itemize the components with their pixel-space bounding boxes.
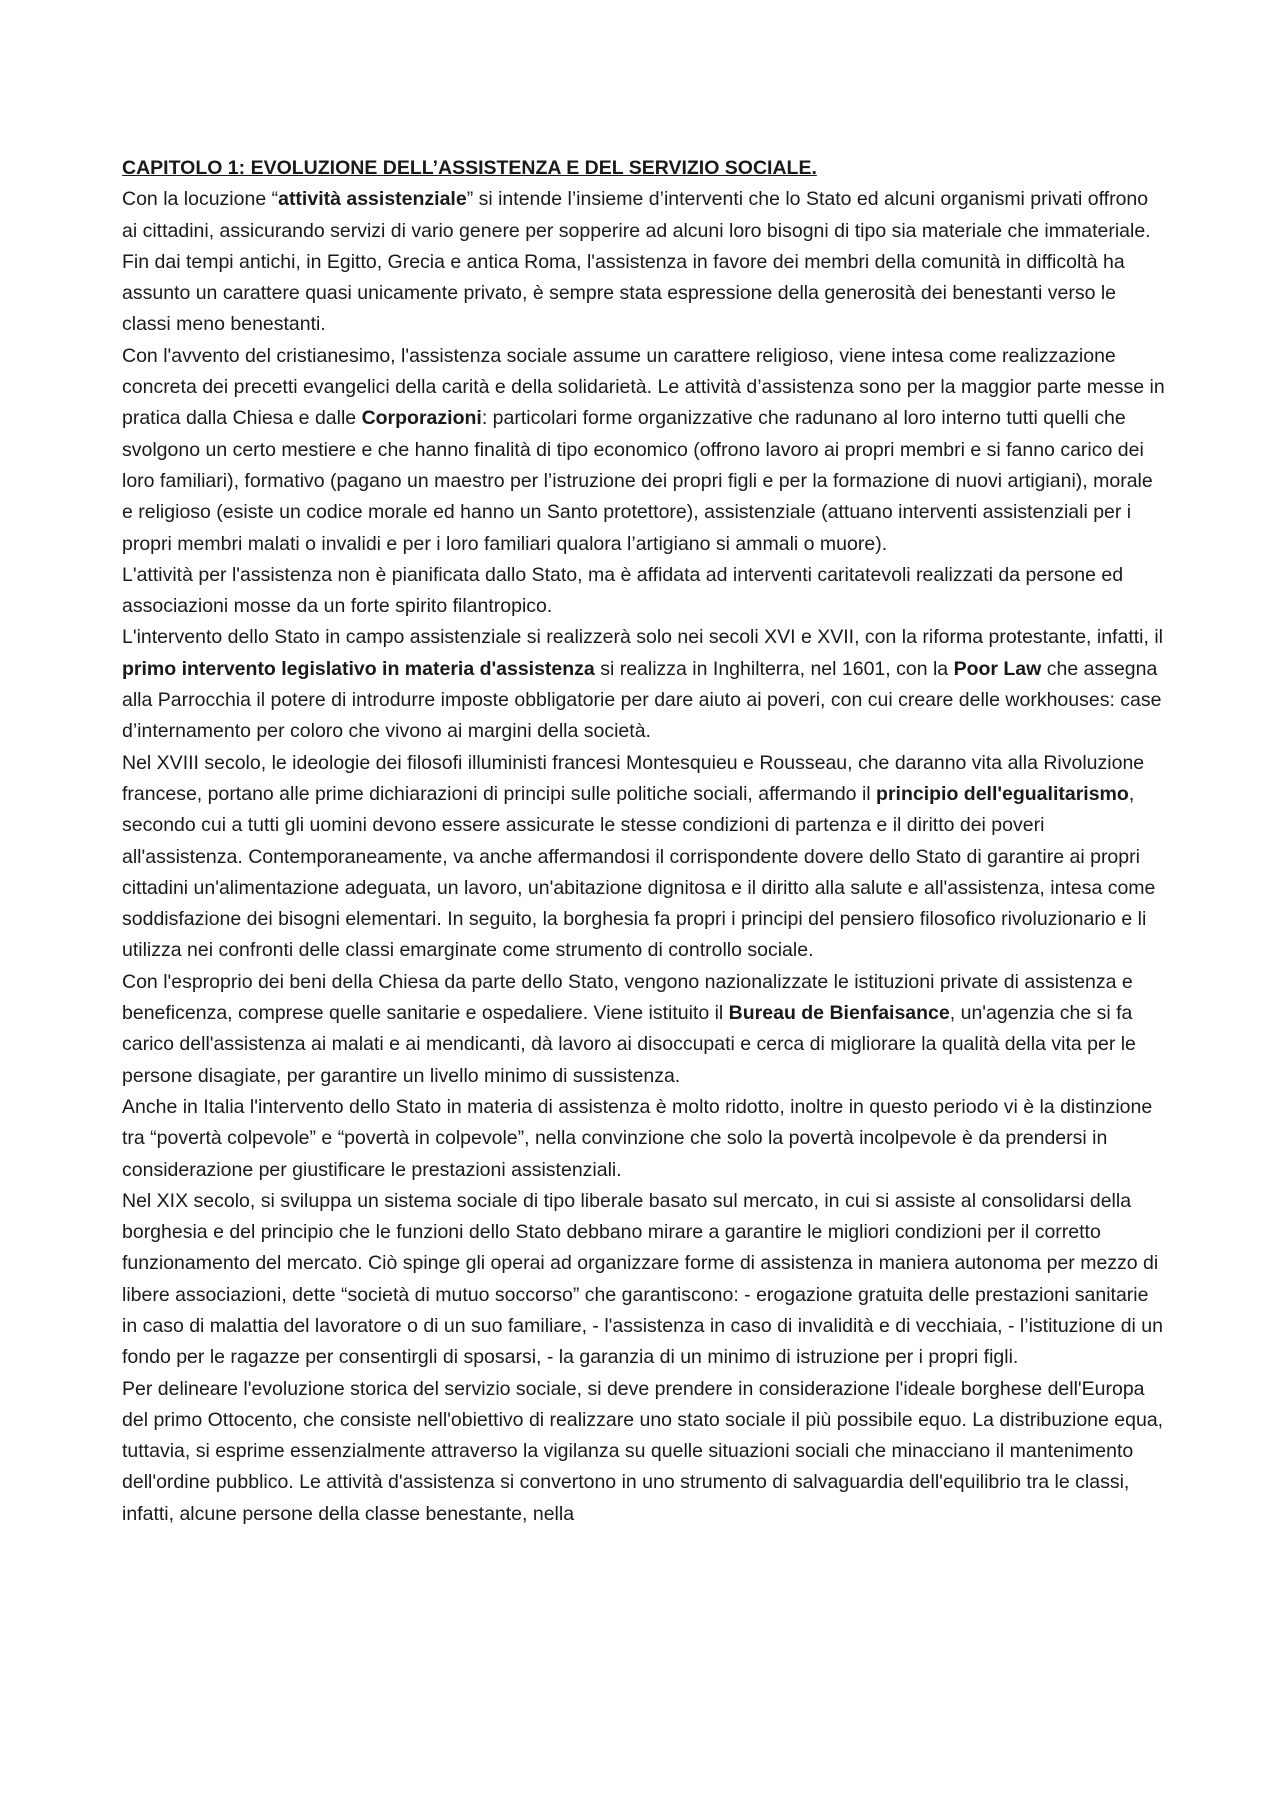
paragraph	[122, 341, 1168, 560]
text-run: si realizza in Inghilterra, nel 1601, con la	[594, 657, 954, 680]
text-run: , secondo cui a tutti gli uomini devono essere assicurate le stesse condizioni di partenza e il diritto dei poveri all'assistenza. Contemporaneamente, va anche affermandosi il corrispondente dovere dello Stato di garantire ai propri cittadini un'alimentazione adeguata, un lavoro, un'abitazione dignitosa e il diritto alla salute e all'assistenza, intesa come soddisfazione dei bisogni elementari. In seguito, la borghesia fa propri i principi del pensiero filosofico rivoluzionario e li utilizza nei confronti delle classi emarginate come strumento di controllo sociale.	[122, 782, 1156, 962]
paragraph	[122, 560, 1168, 623]
bold-text: Bureau de Bienfaisance	[728, 1002, 950, 1025]
bold-text: Poor Law	[953, 657, 1042, 680]
bold-text: attività assistenziale	[278, 188, 467, 211]
paragraph	[122, 1092, 1168, 1186]
document-body	[122, 184, 1168, 1530]
text-run: Con l'avvento del cristianesimo, l'assistenza sociale assume un carattere religioso, viene intesa come realizzazione concreta dei precetti evangelici della carità e della solidarietà. Le attività d’assistenza sono per la maggior parte messe in pratica dalla Chiesa e dalle	[122, 344, 1165, 430]
text-run: ” si intende l’insieme d’interventi che lo Stato ed alcuni organismi privati offrono ai cittadini, assicurando servizi di vario genere per sopperire ad alcuni loro bisogni di tipo sia materiale che immateriale.	[122, 188, 1151, 242]
bold-text: principio dell'egualitarismo	[876, 782, 1129, 805]
text-run: Nel XVIII secolo, le ideologie dei filosofi illuministi francesi Montesquieu e Rousseau, che daranno vita alla Rivoluzione francese, portano alle prime dichiarazioni di principi sulle politiche sociali, affermando il	[122, 751, 1145, 805]
text-run: , un'agenzia che si fa carico dell'assistenza ai malati e ai mendicanti, dà lavoro ai disoccupati e cerca di migliorare la qualità della vita per le persone disagiate, per garantire un livello minimo di sussistenza.	[122, 1002, 1136, 1087]
paragraph	[122, 247, 1168, 341]
bold-text: Corporazioni	[361, 407, 482, 430]
text-run: : particolari forme organizzative che radunano al loro interno tutti quelli che svolgono un certo mestiere e che hanno finalità di tipo economico (offrono lavoro ai propri membri e si fanno carico dei loro familiari), formativo (pagano un maestro per l’istruzione dei propri figli e per la formazione di nuovi artigiani), morale e religioso (esiste un codice morale ed hanno un Santo protettore), assistenziale (attuano interventi assistenziali per i propri membri malati o invalidi e per i loro familiari qualora l’artigiano si ammali o muore).	[122, 407, 1153, 555]
paragraph	[122, 967, 1168, 1092]
bold-text: primo intervento legislativo in materia d'assistenza	[122, 657, 595, 680]
text-run: L'intervento dello Stato in campo assistenziale si realizzerà solo nei secoli XVI e XVII, con la riforma protestante, infatti, il	[122, 626, 1163, 649]
text-run: Per delineare l'evoluzione storica del servizio sociale, si deve prendere in considerazione l'ideale borghese dell'Europa del primo Ottocento, che consiste nell'obiettivo di realizzare uno stato sociale il più possibile equo. La distribuzione equa, tuttavia, si esprime essenzialmente attraverso la vigilanza su quelle situazioni sociali che minacciano il mantenimento dell'ordine pubblico. Le attività d'assistenza si convertono in uno strumento di salvaguardia dell'equilibrio tra le classi, infatti, alcune persone della classe benestante, nella	[122, 1377, 1164, 1525]
paragraph	[122, 184, 1168, 247]
text-run: Anche in Italia l'intervento dello Stato in materia di assistenza è molto ridotto, inoltre in questo periodo vi è la distinzione tra “povertà colpevole” e “povertà in colpevole”, nella convinzione che solo la povertà incolpevole è da prendersi in considerazione per giustificare le prestazioni assistenziali.	[122, 1095, 1153, 1181]
text-run: Con l'esproprio dei beni della Chiesa da parte dello Stato, vengono nazionalizzate le istituzioni private di assistenza e beneficenza, comprese quelle sanitarie e ospedaliere. Viene istituito il	[122, 970, 1133, 1025]
chapter-title: CAPITOLO 1: EVOLUZIONE DELL’ASSISTENZA E DEL SERVIZIO SOCIALE.	[122, 157, 817, 179]
paragraph	[122, 1186, 1168, 1374]
text-run: che assegna alla Parrocchia il potere di introdurre imposte obbligatorie per dare aiuto ai poveri, con cui creare delle workhouses: case d’internamento per coloro che vivono ai margini della società.	[122, 657, 1162, 743]
text-run: Nel XIX secolo, si sviluppa un sistema sociale di tipo liberale basato sul mercato, in cui si assiste al consolidarsi della borghesia e del principio che le funzioni dello Stato debbano mirare a garantire le migliori condizioni per il corretto funzionamento del mercato. Ciò spinge gli operai ad organizzare forme di assistenza in maniera autonoma per mezzo di libere associazioni, dette “società di mutuo soccorso” che garantiscono: - erogazione gratuita delle prestazioni sanitarie in caso di malattia del lavoratore o di un suo familiare, - l'assistenza in caso di invalidità e di vecchiaia, - l’istituzione di un fondo per le ragazze per consentirgli di sposarsi, - la garanzia di un minimo di istruzione per i propri figli.	[122, 1189, 1163, 1369]
paragraph	[122, 748, 1168, 967]
text-run: Fin dai tempi antichi, in Egitto, Grecia e antica Roma, l'assistenza in favore dei membri della comunità in difficoltà ha assunto un carattere quasi unicamente privato, è sempre stata espressione della generosità dei benestanti verso le classi meno benestanti.	[122, 250, 1125, 336]
paragraph	[122, 622, 1168, 747]
document-page	[122, 153, 1168, 1530]
paragraph	[122, 1374, 1168, 1530]
text-run: Con la locuzione “	[122, 188, 279, 211]
text-run: L'attività per l'assistenza non è pianificata dallo Stato, ma è affidata ad interventi caritatevoli realizzati da persone ed associazioni mosse da un forte spirito filantropico.	[122, 563, 1124, 618]
